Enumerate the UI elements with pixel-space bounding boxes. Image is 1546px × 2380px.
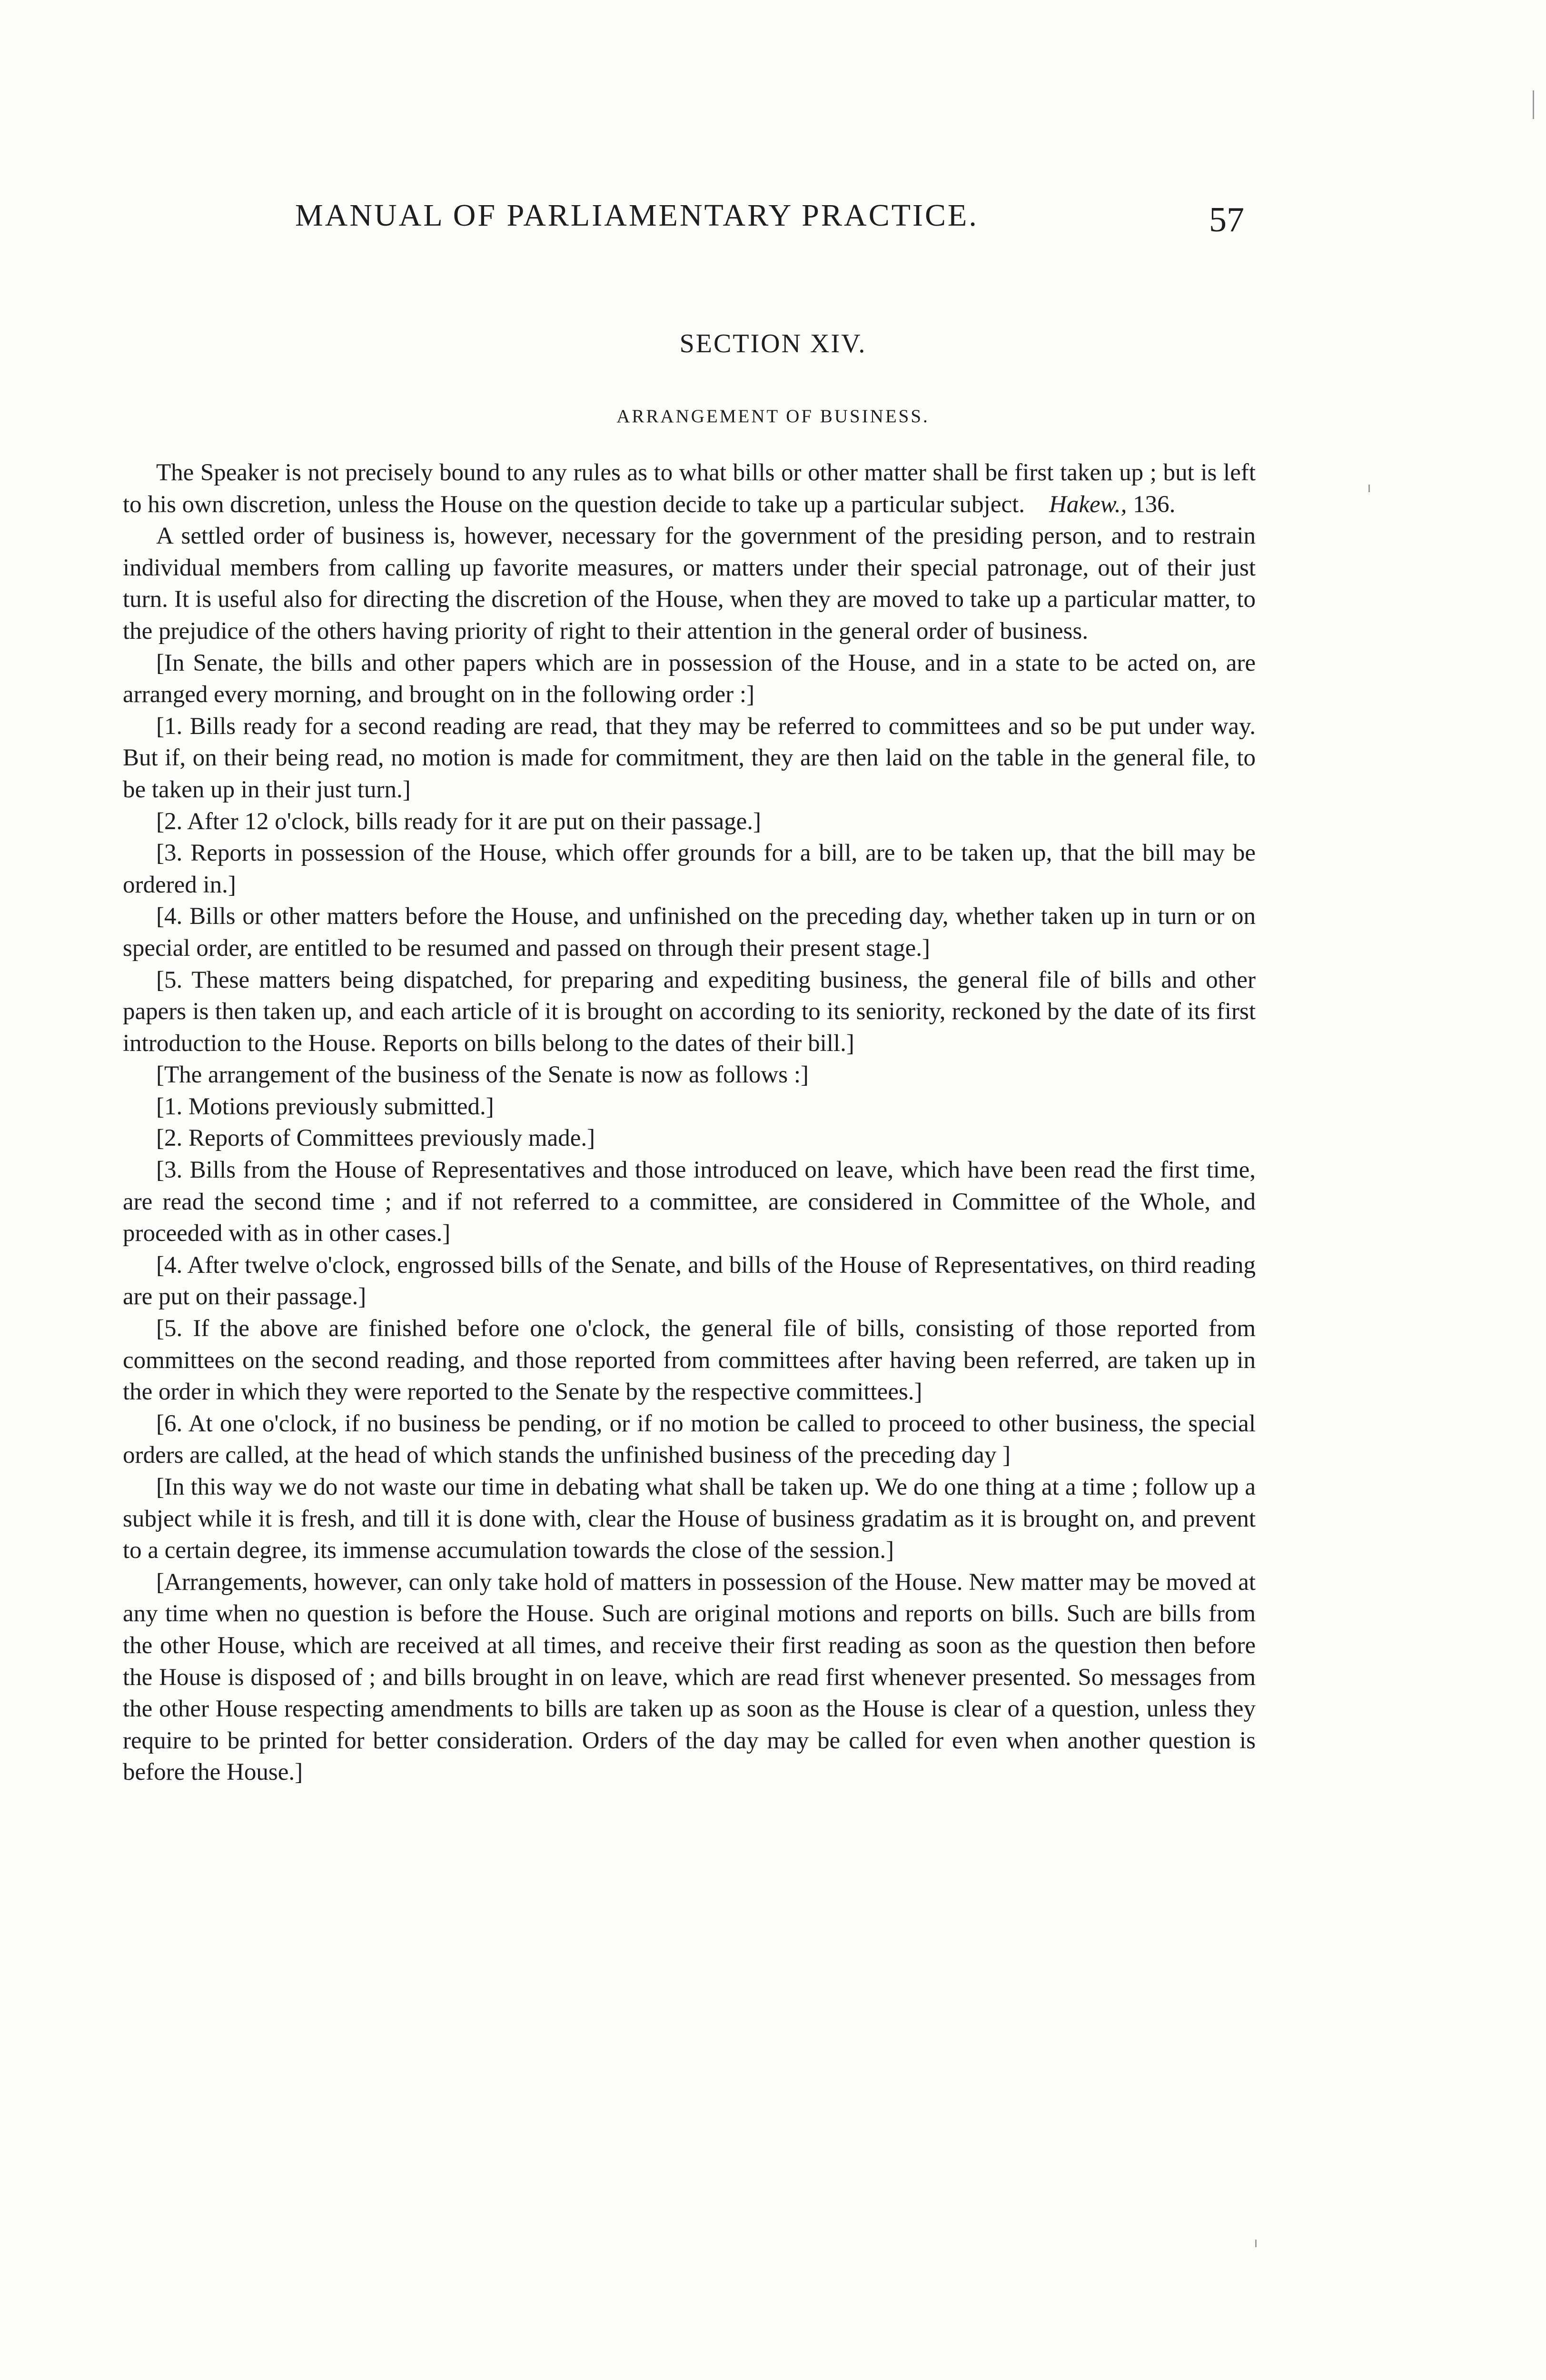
paragraph-time-saving: [In this way we do not waste our time in debating what shall be taken up. We do one thing at a time ; follow up a subject while it is fresh, and till it is done with, clear the House of business gradatim as it is brought on, and prevent to a certain degree, its immense accumulation towards the close of the session.]	[123, 1474, 1256, 1564]
paragraph-senate-order-intro: [In Senate, the bills and other papers which are in possession of the House, and in a state to be acted on, are arranged every morning, and brought on in the following order :]	[123, 649, 1256, 708]
paragraph-current-item-6: [6. At one o'clock, if no business be pending, or if no motion be called to proceed to other business, the special orders are called, at the head of which stands the unfinished business of the preceding day ]	[123, 1410, 1256, 1469]
citation-source: Hakew.,	[1049, 491, 1127, 518]
section-subtitle: ARRANGEMENT OF BUSINESS.	[616, 406, 930, 426]
paragraph-current-item-5: [5. If the above are finished before one o'clock, the general file of bills, consisting of those reported from committees on the second reading, and those reported from committees after having been referred, are taken up in the order in which they were reported to the Senate by the respective committees.]	[123, 1315, 1256, 1406]
paragraph-settled-order: A settled order of business is, however, necessary for the government of the presiding person, and to restrain individual members from calling up favorite measures, or matters under their special patronage, out of their just turn. It is useful also for directing the discretion of the House, when they are moved to take up a particular matter, to the prejudice of the others having priority of right to their attention in the general order of business.	[123, 523, 1256, 645]
scan-speck	[1368, 485, 1370, 492]
paragraph-order-item-5: [5. These matters being dispatched, for preparing and expediting business, the general file of bills and other papers is then taken up, and each article of it is brought on according to its seniority, reckoned by the date of its first introduction to the House. Reports on bills belong to the dates of their bill.]	[123, 966, 1256, 1057]
scan-speck	[1255, 2240, 1257, 2247]
section-body	[123, 457, 1256, 1788]
paragraph-current-item-4: [4. After twelve o'clock, engrossed bills of the Senate, and bills of the House of Representatives, on third reading are put on their passage.]	[123, 1251, 1256, 1310]
page-number: 57	[1209, 200, 1244, 239]
paragraph-new-matter: [Arrangements, however, can only take hold of matters in possession of the House. New matter may be moved at any time when no question is before the House. Such are original motions and reports on bills. Such are bills from the other House, which are received at all times, and receive their first reading as soon as the question then before the House is disposed of ; and bills brought in on leave, which are read first whenever presented. So messages from the other House respecting amendments to bills are taken up as soon as the House is clear of a question, unless they require to be printed for better consideration. Orders of the day may be called for even when another question is before the House.]	[123, 1568, 1256, 1786]
paragraph-order-item-1: [1. Bills ready for a second reading are read, that they may be referred to committees and so be put under way. But if, on their being read, no motion is made for commitment, they are then laid on the table in the general file, to be taken up in their just turn.]	[123, 713, 1256, 803]
running-title: MANUAL OF PARLIAMENTARY PRACTICE.	[295, 198, 979, 233]
paragraph-current-arrangement-intro: [The arrangement of the business of the Senate is now as follows :]	[156, 1061, 809, 1089]
paragraph-speaker-discretion	[123, 457, 1256, 520]
paragraph-order-item-3: [3. Reports in possession of the House, which offer grounds for a bill, are to be taken up, that the bill may be ordered in.]	[123, 840, 1256, 898]
citation-page: 136.	[1133, 491, 1176, 518]
paragraph-order-item-2: [2. After 12 o'clock, bills ready for it are put on their passage.]	[156, 808, 762, 835]
paragraph-current-item-2: [2. Reports of Committees previously made.]	[156, 1125, 595, 1152]
paragraph-order-item-4: [4. Bills or other matters before the House, and unfinished on the preceding day, whether taken up in turn or on special order, are entitled to be resumed and passed on through their present stage.]	[123, 903, 1256, 962]
paragraph-current-item-3: [3. Bills from the House of Representatives and those introduced on leave, which have been read the first time, are read the second time ; and if not referred to a committee, are considered in Committee of the Whole, and proceeded with as in other cases.]	[123, 1157, 1256, 1247]
paragraph-text: The Speaker is not precisely bound to any rules as to what bills or other matter shall be first taken up ; but is left to his own discretion, unless the House on the question decide to take up a particular subject.	[123, 459, 1256, 518]
paragraph-current-item-1: [1. Motions previously submitted.]	[156, 1093, 494, 1120]
scan-speck	[1533, 90, 1534, 119]
section-heading: SECTION XIV.	[679, 329, 867, 358]
